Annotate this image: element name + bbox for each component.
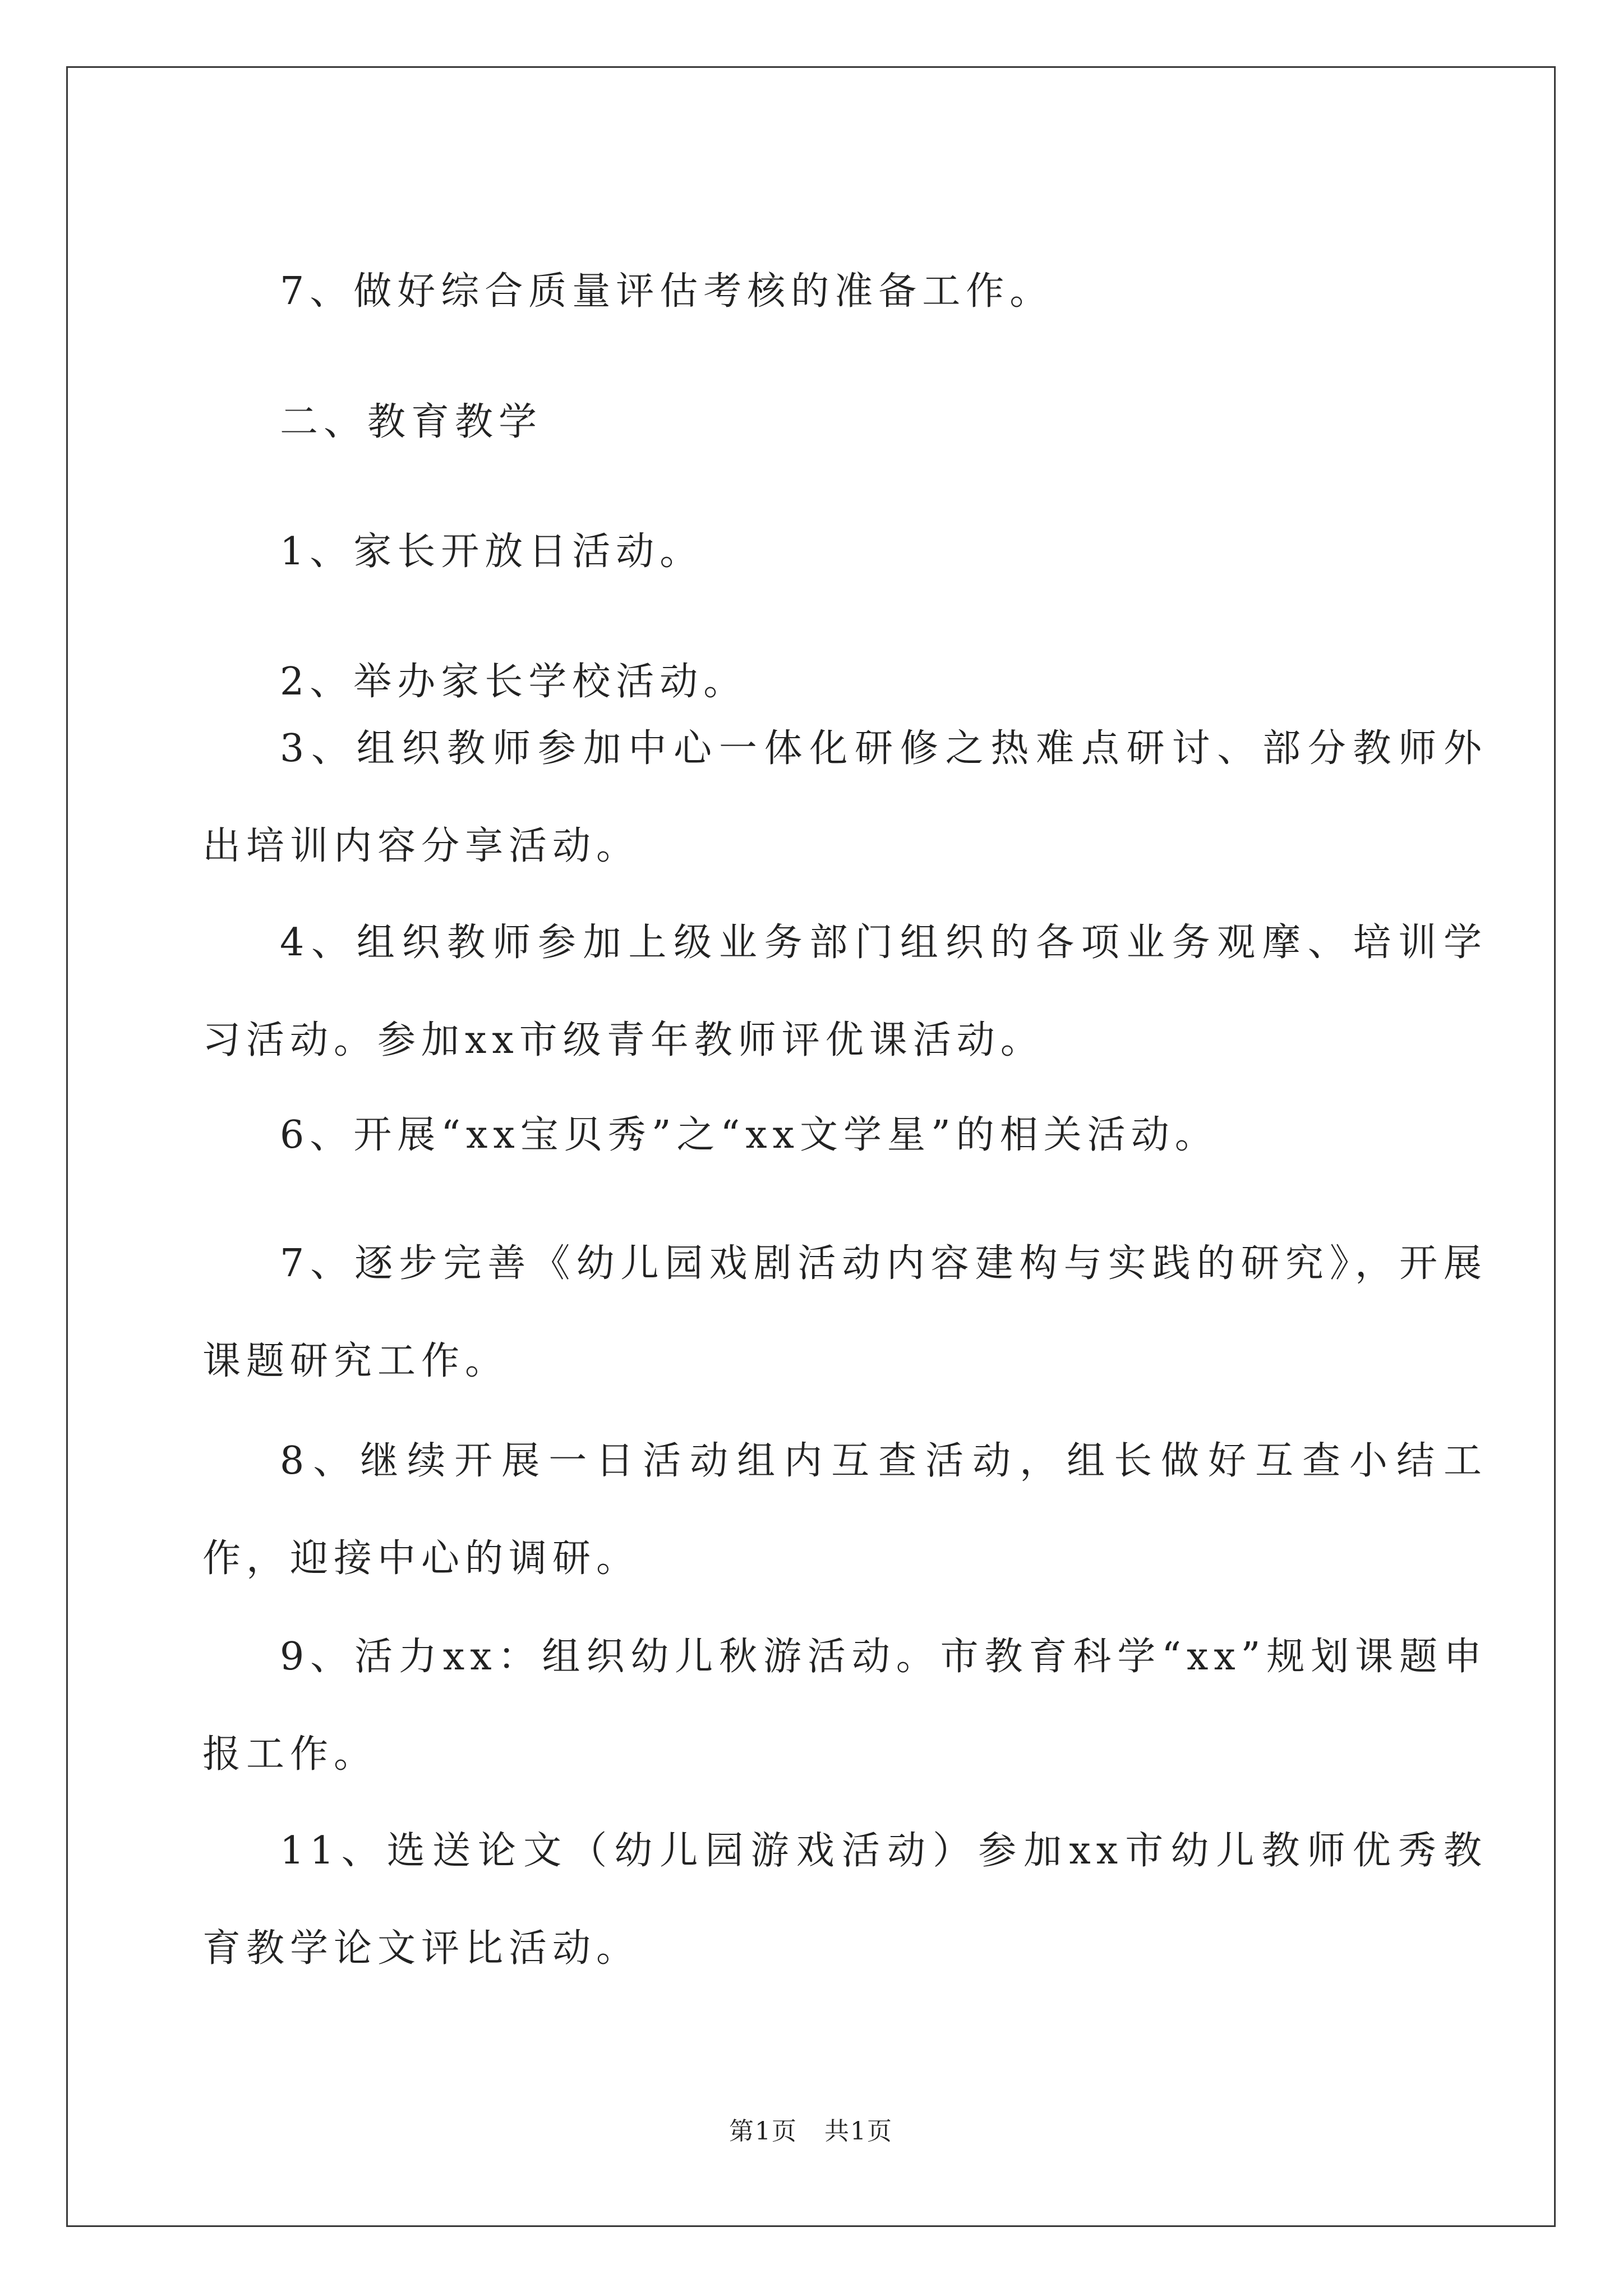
paragraph-6: 6、开展“xx宝贝秀”之“xx文学星”的相关活动。 (280, 1113, 1219, 1157)
document-body (68, 68, 1554, 2225)
page-number: 第1页 (729, 2117, 797, 2146)
paragraph-5: 4、组织教师参加上级业务部门组织的各项业务观摩、培训学习活动。参加xx市级青年教师评优课活动。 (202, 921, 1487, 1062)
page-footer (68, 2111, 1554, 2147)
page-total: 共1页 (824, 2117, 893, 2146)
paragraph-2: 1、家长开放日活动。 (280, 530, 704, 574)
paragraph-8: 8、继续开展一日活动组内互查活动，组长做好互查小结工作，迎接中心的调研。 (202, 1439, 1487, 1581)
paragraph-4: 3、组织教师参加中心一体化研修之热难点研讨、部分教师外出培训内容分享活动。 (202, 726, 1487, 868)
paragraph-9: 9、活力xx：组织幼儿秋游活动。市教育科学“xx”规划课题申报工作。 (202, 1635, 1487, 1777)
paragraph-1: 7、做好综合质量评估考核的准备工作。 (280, 269, 1054, 314)
paragraph-10: 11、选送论文（幼儿园游戏活动）参加xx市幼儿教师优秀教育教学论文评比活动。 (202, 1829, 1487, 1971)
page-border (66, 66, 1556, 2227)
paragraph-3: 2、举办家长学校活动。 (280, 660, 748, 704)
section-heading-education: 二、教育教学 (280, 400, 543, 444)
paragraph-7: 7、逐步完善《幼儿园戏剧活动内容建构与实践的研究》，开展课题研究工作。 (202, 1241, 1487, 1383)
